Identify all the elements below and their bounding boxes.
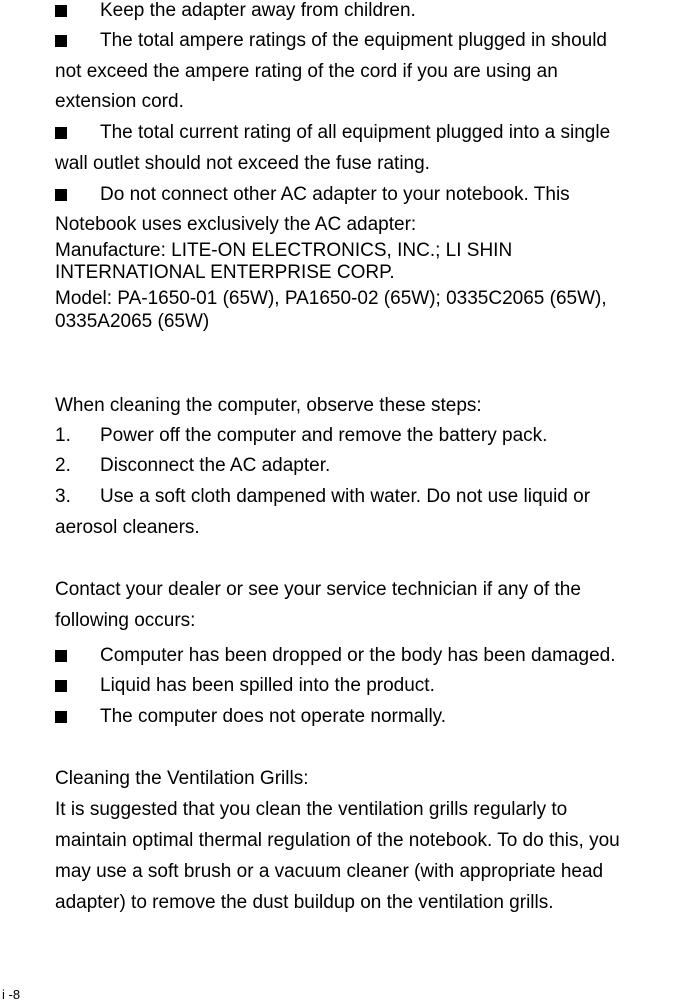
section-heading: Cleaning the Ventilation Grills: [55,768,309,789]
bullet-icon [55,127,67,139]
bullet-text: Liquid has been spilled into the product. [100,675,435,696]
bullet-icon [55,711,67,723]
adapter-line: INTERNATIONAL ENTERPRISE CORP. [55,262,395,283]
bullet-text: Do not connect other AC adapter to your notebook. This [100,184,570,205]
bullet-icon [55,35,67,47]
bullet-icon [55,5,67,17]
bullet-icon [55,680,67,692]
cleaning-intro: When cleaning the computer, observe these steps: [55,395,482,416]
paragraph-line: not exceed the ampere rating of the cord if you are using an [55,61,558,82]
bullet-icon [55,189,67,201]
adapter-line: Manufacture: LITE-ON ELECTRONICS, INC.; LI SHIN [55,240,513,261]
paragraph-line: aerosol cleaners. [55,517,200,538]
paragraph-line: adapter) to remove the dust buildup on the ventilation grills. [55,892,554,913]
paragraph-line: maintain optimal thermal regulation of the notebook. To do this, you [55,830,620,851]
step-number: 1. [55,425,71,446]
page-number: i -8 [2,987,21,1002]
paragraph-line: It is suggested that you clean the ventilation grills regularly to [55,799,568,820]
paragraph-line: extension cord. [55,91,184,112]
service-intro: Contact your dealer or see your service technician if any of the [55,579,581,600]
adapter-line: 0335A2065 (65W) [55,311,210,332]
step-text: Disconnect the AC adapter. [100,455,331,476]
adapter-line: Notebook uses exclusively the AC adapter: [55,214,417,235]
step-number: 2. [55,455,71,476]
bullet-icon [55,650,67,662]
step-number: 3. [55,486,71,507]
paragraph-line: wall outlet should not exceed the fuse rating. [55,153,430,174]
bullet-text: The total ampere ratings of the equipment plugged in should [100,30,607,51]
bullet-text: Keep the adapter away from children. [100,0,416,21]
adapter-line: Model: PA-1650-01 (65W), PA1650-02 (65W); 0335C2065 (65W), [55,288,607,309]
bullet-text: The total current rating of all equipment plugged into a single [100,122,611,143]
step-text: Use a soft cloth dampened with water. Do not use liquid or [100,486,591,507]
step-text: Power off the computer and remove the battery pack. [100,425,548,446]
bullet-text: The computer does not operate normally. [100,706,447,727]
bullet-text: Computer has been dropped or the body has been damaged. [100,645,616,666]
service-intro: following occurs: [55,610,196,631]
paragraph-line: may use a soft brush or a vacuum cleaner (with appropriate head [55,861,604,882]
